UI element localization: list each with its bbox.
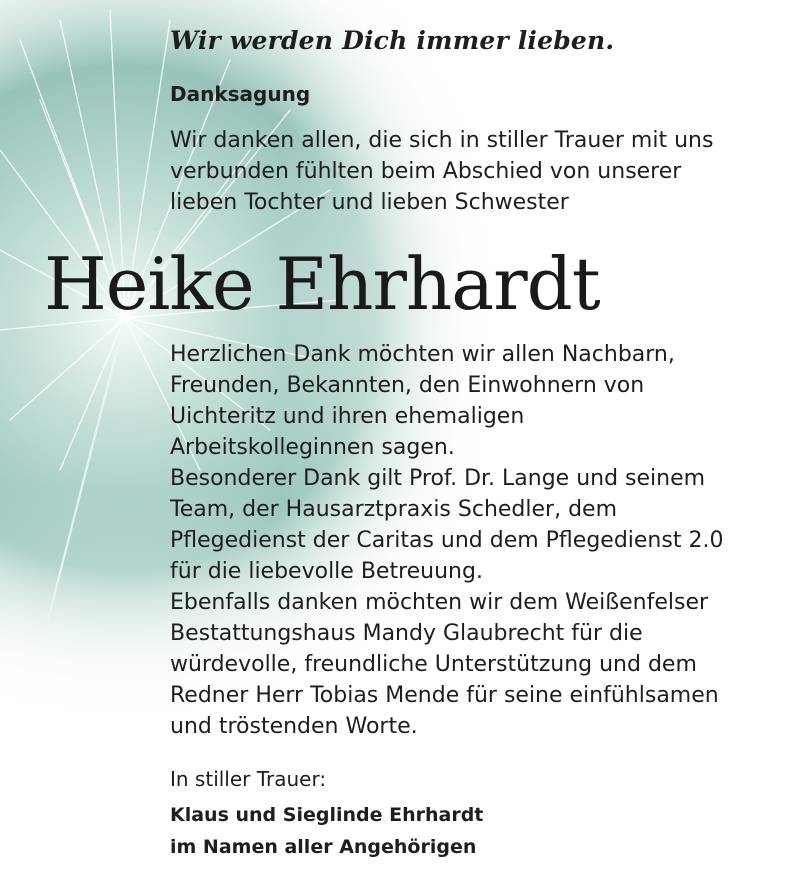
body-line: und tröstenden Worte. xyxy=(170,714,418,739)
thanks-paragraph xyxy=(170,339,723,742)
body-line: Freunden, Bekannten, den Einwohnern von xyxy=(170,373,645,398)
body-line: Uichteritz und ihren ehemaligen xyxy=(170,404,525,429)
body-line: Redner Herr Tobias Mende für seine einfühlsamen xyxy=(170,683,719,708)
notice-heading: Danksagung xyxy=(170,82,311,106)
body-line: Ebenfalls danken möchten wir dem Weißenfelser xyxy=(170,590,709,615)
body-line: Bestattungshaus Mandy Glaubrecht für die xyxy=(170,621,643,646)
body-line: Team, der Hausarztpraxis Schedler, dem xyxy=(170,497,617,522)
body-line: Herzlichen Dank möchten wir allen Nachbarn, xyxy=(170,342,675,367)
body-line: Pflegedienst der Caritas und dem Pflegedienst 2.0 xyxy=(170,528,724,553)
closing-phrase: In stiller Trauer: xyxy=(170,767,327,791)
body-line: Besonderer Dank gilt Prof. Dr. Lange und seinem xyxy=(170,466,706,491)
signature-line: im Namen aller Angehörigen xyxy=(170,836,477,858)
signature-line: Klaus und Sieglinde Ehrhardt xyxy=(170,804,484,826)
motto: Wir werden Dich immer lieben. xyxy=(170,26,615,55)
deceased-name: Heike Ehrhardt xyxy=(44,242,600,326)
intro-line: lieben Tochter und lieben Schwester xyxy=(170,190,569,215)
intro-line: verbunden fühlten beim Abschied von unserer xyxy=(170,159,682,184)
body-line: Arbeitskolleginnen sagen. xyxy=(170,435,455,460)
body-line: für die liebevolle Betreuung. xyxy=(170,559,483,584)
intro-paragraph xyxy=(170,125,713,218)
intro-line: Wir danken allen, die sich in stiller Trauer mit uns xyxy=(170,128,714,153)
body-line: würdevolle, freundliche Unterstützung und dem xyxy=(170,652,697,677)
